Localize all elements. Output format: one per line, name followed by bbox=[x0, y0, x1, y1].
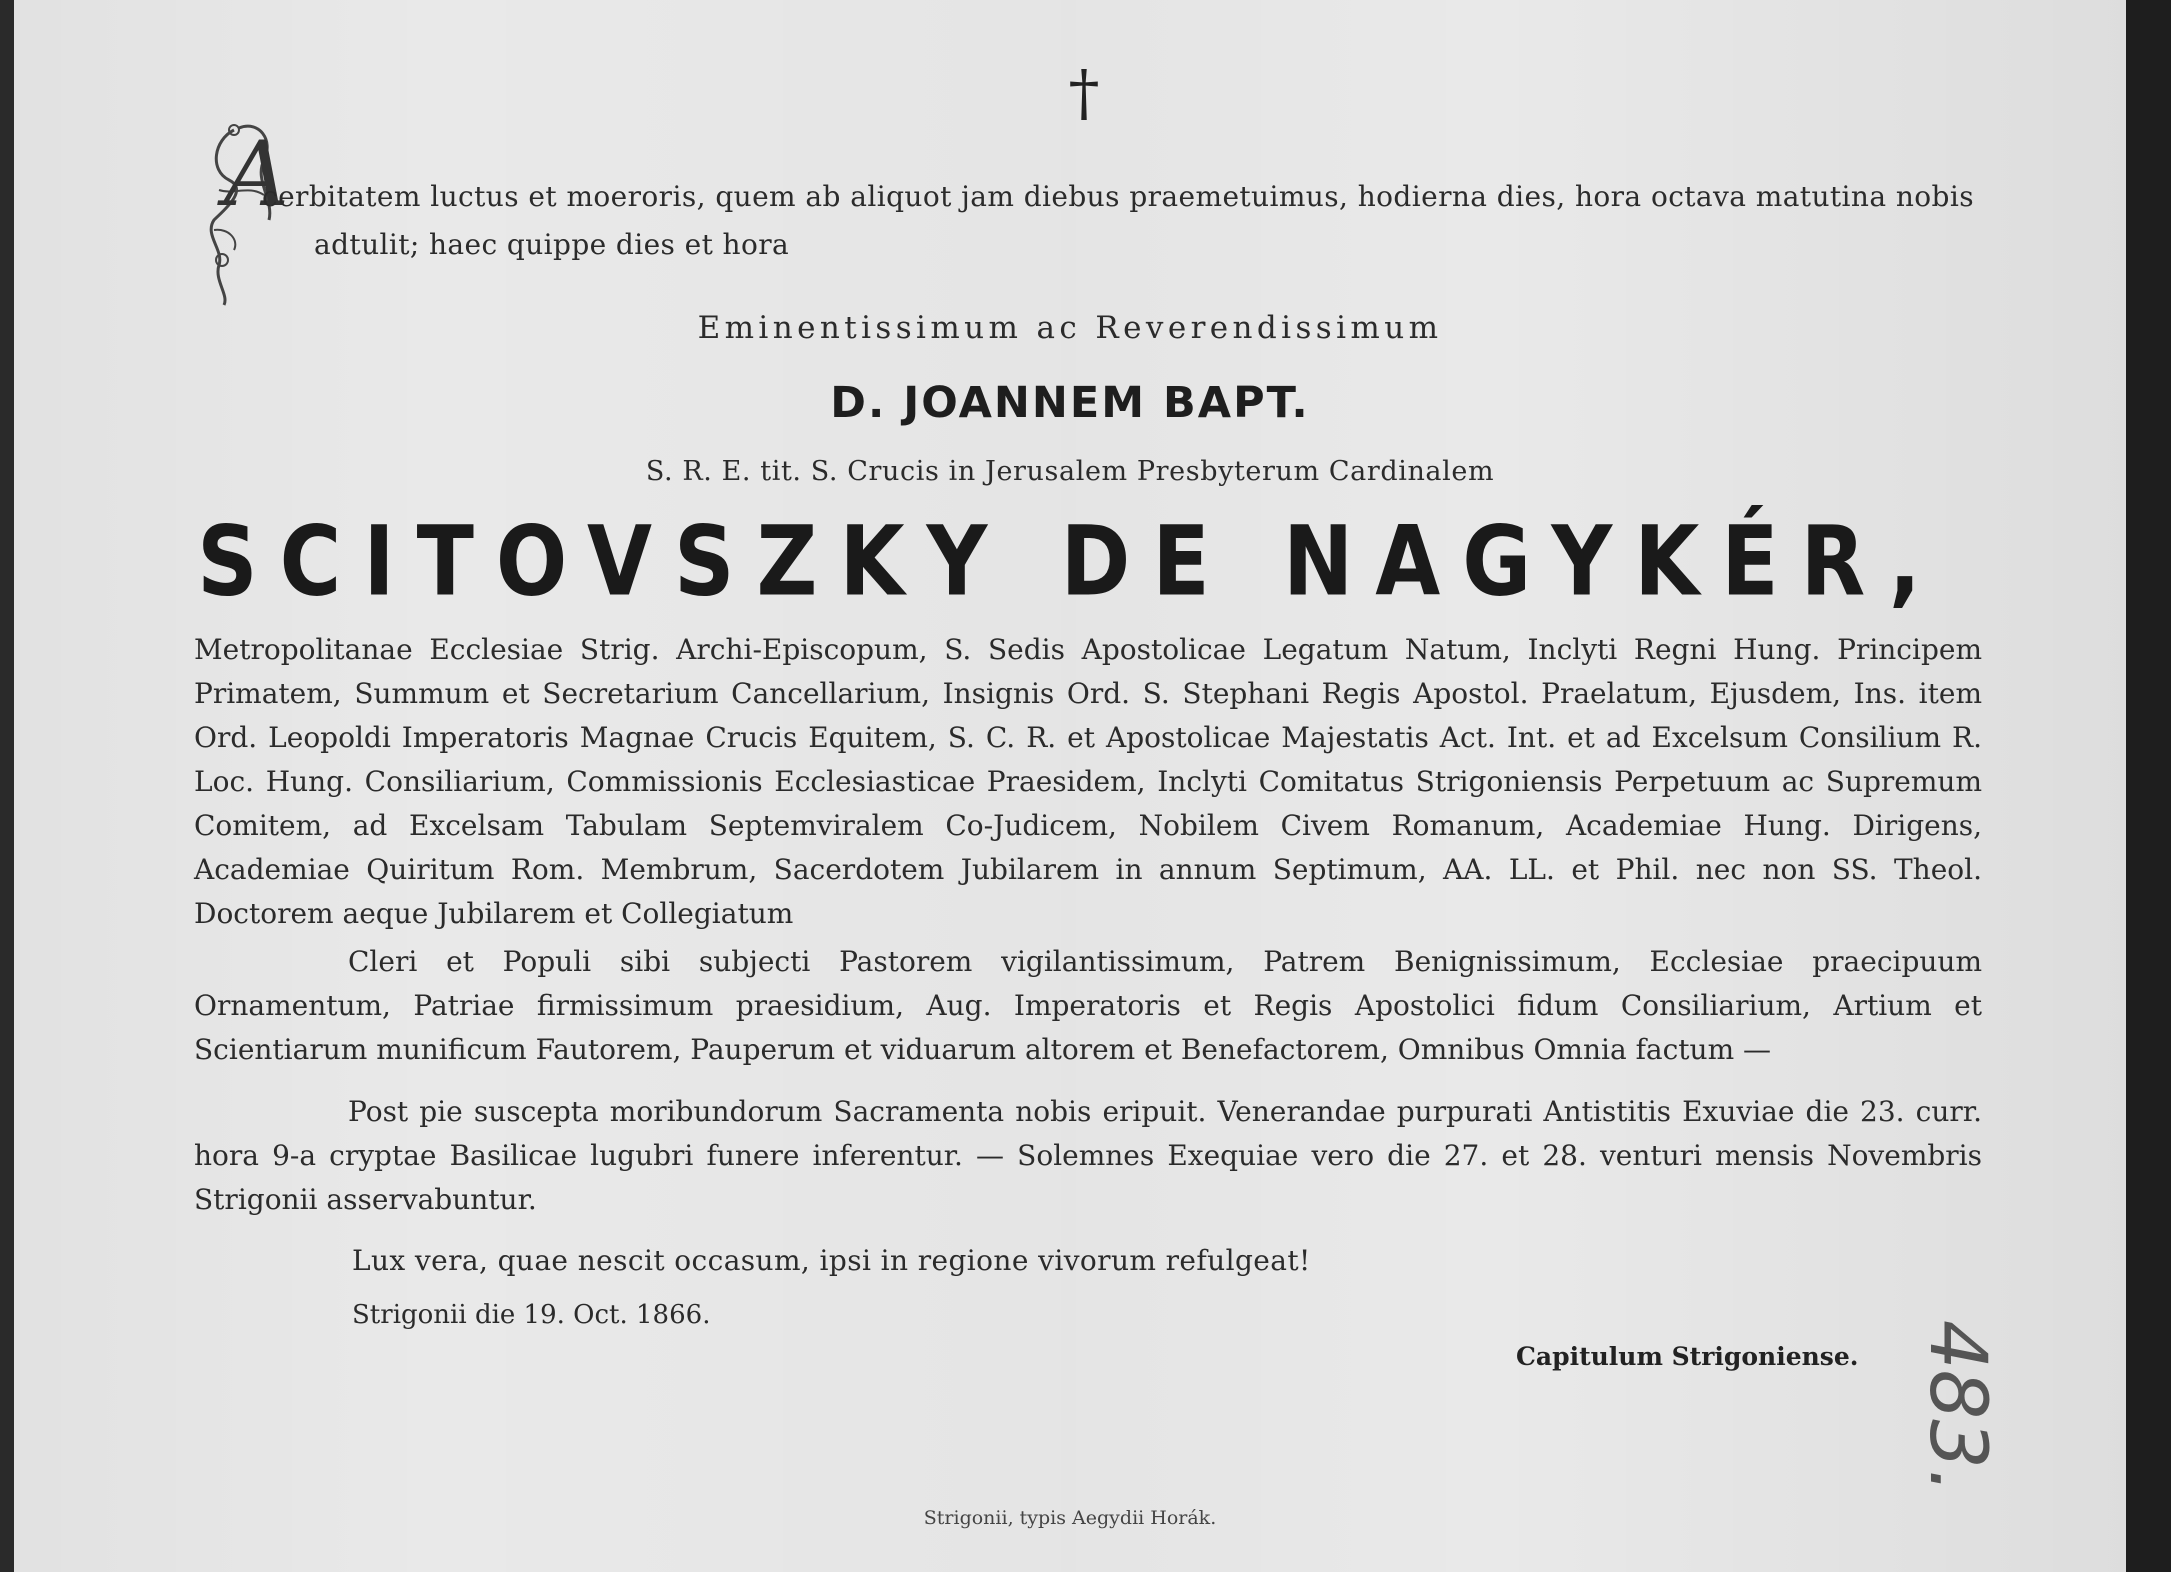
opening-line-1: cerbitatem luctus et moeroris, quem ab aliquot jam diebus praemetuimus, hodierna dies, hora octava matutina nobis bbox=[262, 180, 1974, 213]
blessing-line: Lux vera, quae nescit occasum, ipsi in regione vivorum refulgeat! bbox=[352, 1244, 1311, 1277]
printer-imprint: Strigonii, typis Aegydii Horák. bbox=[923, 1507, 1217, 1529]
titles-paragraph: Metropolitanae Ecclesiae Strig. Archi-Episcopum, S. Sedis Apostolicae Legatum Natum, Inclyti Regni Hung. Principem Primatem, Summum et Secretarium Cancellarium, Insignis Ord. S. Stephani Regis Apostol. Praelatum, Ejusdem, Ins. item Ord. Leopoldi Imperatoris Magnae Crucis Equitem, S. C. R. et Apostolicae Majestatis Act. Int. et ad Excelsum Consilium R. Loc. Hung. Consiliarium, Commissionis Ecclesiasticae Praesidem, Inclyti Comitatus Strigoniensis Perpetuum ac Supremum Comitem, ad Excelsam Tabulam Septemviralem Co-Judicem, Nobilem Civem Romanum, Academiae Hung. Dirigens, Academiae Quiritum Rom. Membrum, Sacerdotem Jubilarem in annum Septimum, AA. LL. et Phil. nec non SS. Theol. Doctorem aeque Jubilarem et Collegiatum bbox=[194, 633, 1982, 930]
dark-edge-border bbox=[2126, 0, 2171, 1572]
place-date-line: Strigonii die 19. Oct. 1866. bbox=[352, 1300, 711, 1330]
cross-symbol: † bbox=[1068, 56, 1100, 129]
virtues-paragraph: Cleri et Populi sibi subjecti Pastorem vigilantissimum, Patrem Benignissimum, Ecclesiae praecipuum Ornamentum, Patriae firmissimum praesidium, Aug. Imperatoris et Regis Apostolici fidum Consiliarium, Artium et Scientiarum munificum Fautorem, Pauperum et viduarum altorem et Benefactorem, Omnibus Omnia factum — bbox=[194, 945, 1982, 1066]
handwritten-number: 483. bbox=[1912, 1320, 2002, 1494]
funeral-paragraph: Post pie suscepta moribundorum Sacramenta nobis eripuit. Venerandae purpurati Antistitis Exuviae die 23. curr. hora 9-a cryptae Basilicae lugubri funere inferentur. — Solemnes Exequiae vero die 27. et 28. venturi mensis Novembris Strigonii asservabuntur. bbox=[194, 1095, 1982, 1216]
signature: Capitulum Strigoniense. bbox=[1516, 1342, 1859, 1371]
initial-letter: A bbox=[224, 122, 289, 227]
opening-line-2: adtulit; haec quippe dies et hora bbox=[314, 228, 790, 261]
family-name-heading: SCITOVSZKY DE NAGYKÉR, bbox=[197, 504, 1943, 618]
document-sheet bbox=[14, 0, 2126, 1572]
salutation: Eminentissimum ac Reverendissimum bbox=[697, 310, 1443, 346]
cardinal-title-line: S. R. E. tit. S. Crucis in Jerusalem Presbyterum Cardinalem bbox=[645, 456, 1495, 487]
given-name-heading: D. JOANNEM BAPT. bbox=[830, 378, 1310, 428]
